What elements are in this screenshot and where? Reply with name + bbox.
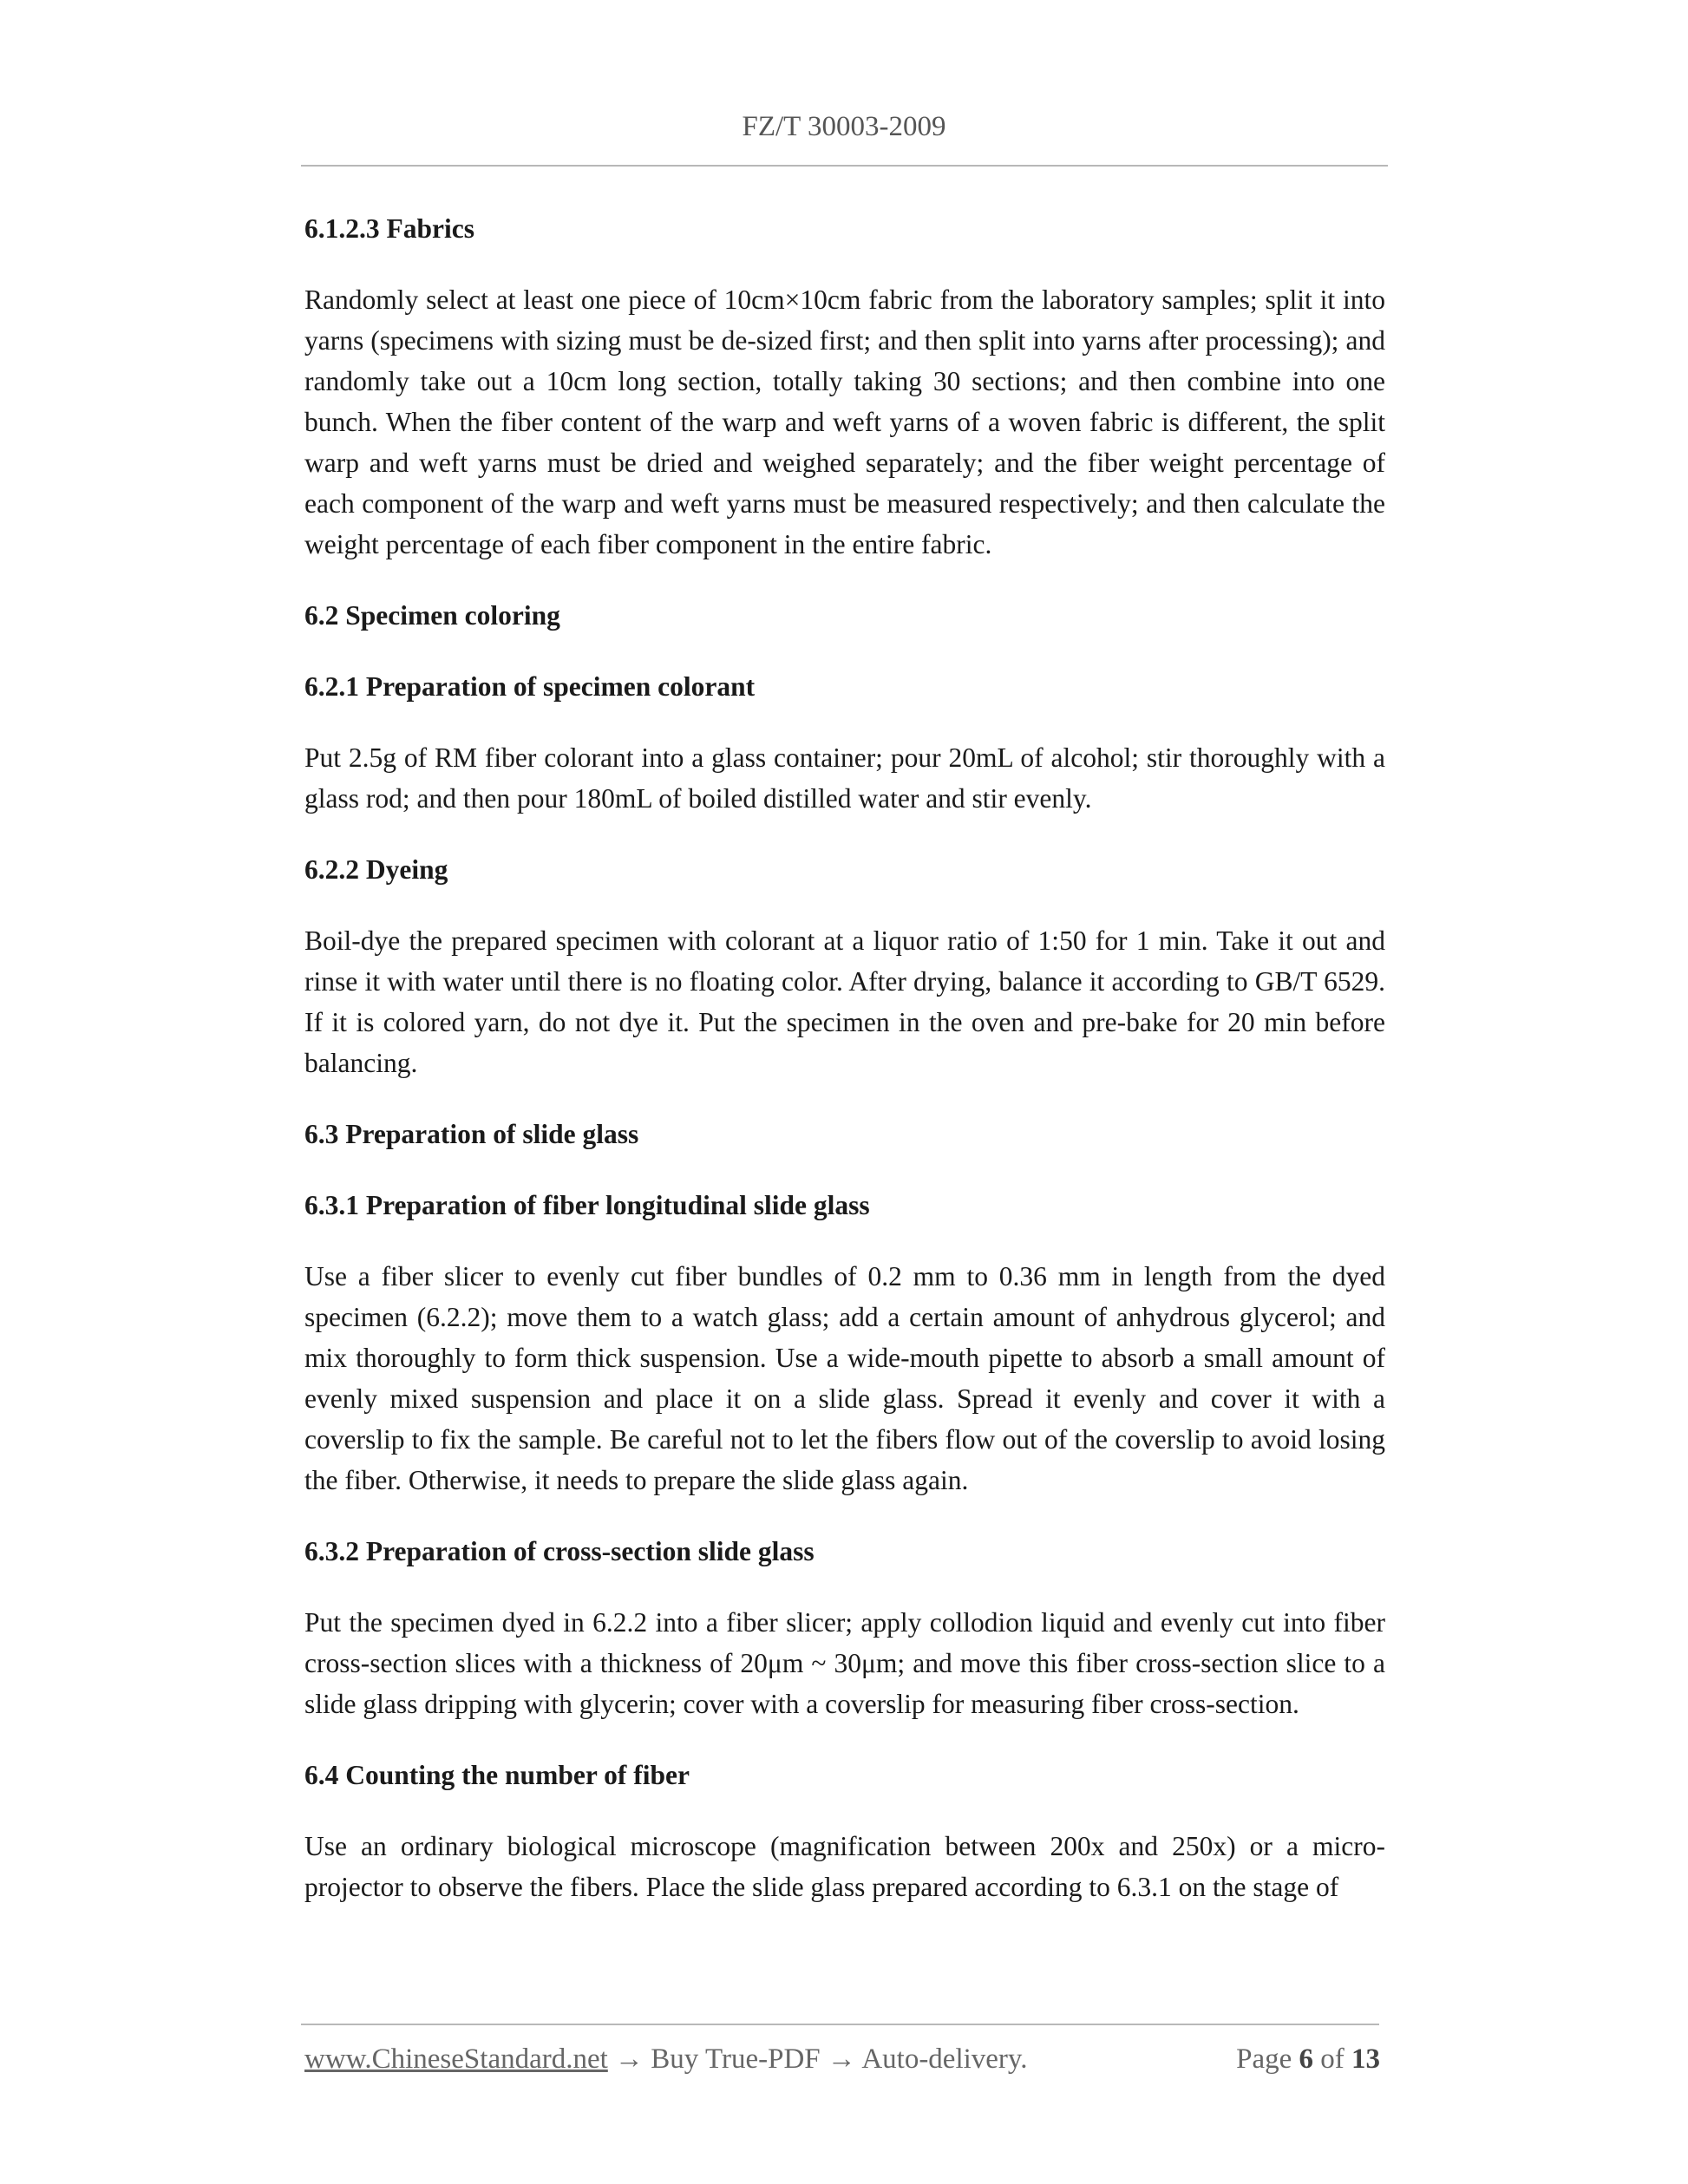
arrow-right-icon: → bbox=[615, 2043, 644, 2075]
section-heading: 6.2.2 Dyeing bbox=[304, 854, 448, 885]
footer-promo bbox=[304, 2043, 1028, 2076]
section-paragraph: Put 2.5g of RM fiber colorant into a glass container; pour 20mL of alcohol; stir thoroughly with a glass rod; and then pour 180mL of boiled distilled water and stir evenly. bbox=[304, 742, 1385, 814]
section-heading: 6.3 Preparation of slide glass bbox=[304, 1119, 639, 1149]
website-link[interactable]: www.ChineseStandard.net bbox=[304, 2043, 608, 2075]
arrow-right-icon: → bbox=[827, 2043, 856, 2075]
footer-divider bbox=[301, 2024, 1379, 2025]
auto-delivery-text: Auto-delivery. bbox=[861, 2043, 1028, 2075]
total-pages-number: 13 bbox=[1351, 2043, 1380, 2075]
document-body bbox=[304, 208, 1385, 1938]
buy-pdf-text: Buy True-PDF bbox=[651, 2043, 821, 2075]
page-indicator bbox=[1236, 2043, 1380, 2076]
section-heading: 6.2 Specimen coloring bbox=[304, 600, 560, 631]
section-paragraph: Use an ordinary biological microscope (magnification between 200x and 250x) or a micro-projector to observe the fibers. Place the slide glass prepared according to 6.3.1 on the stage of bbox=[304, 1831, 1385, 1902]
section-paragraph: Put the specimen dyed in 6.2.2 into a fiber slicer; apply collodion liquid and evenly cut into fiber cross-section slices with a thickness of 20μm ~ 30μm; and move this fiber cross-section slice to a slide glass dripping with glycerin; cover with a coverslip for measuring fiber cross-section. bbox=[304, 1607, 1385, 1719]
page-label: Page bbox=[1236, 2043, 1292, 2075]
section-heading: 6.3.1 Preparation of fiber longitudinal slide glass bbox=[304, 1190, 870, 1220]
section-heading: 6.4 Counting the number of fiber bbox=[304, 1760, 690, 1790]
document-header-title: FZ/T 30003-2009 bbox=[742, 111, 946, 142]
section-paragraph: Boil-dye the prepared specimen with colorant at a liquor ratio of 1:50 for 1 min. Take it out and rinse it with water until there is no floating color. After drying, balance it according to GB/T 6529. If it is colored yarn, do not dye it. Put the specimen in the oven and pre-bake for 20 min before balancing. bbox=[304, 925, 1385, 1078]
header-divider bbox=[301, 165, 1388, 167]
current-page-number: 6 bbox=[1299, 2043, 1313, 2075]
section-heading: 6.3.2 Preparation of cross-section slide glass bbox=[304, 1536, 815, 1566]
section-heading: 6.2.1 Preparation of specimen colorant bbox=[304, 671, 756, 702]
section-paragraph: Randomly select at least one piece of 10cm×10cm fabric from the laboratory samples; split it into yarns (specimens with sizing must be de-sized first; and then split into yarns after processing); and randomly take out a 10cm long section, totally taking 30 sections; and then combine into one bunch. When the fiber content of the warp and weft yarns of a woven fabric is different, the split warp and weft yarns must be dried and weighed separately; and the fiber weight percentage of each component of the warp and weft yarns must be measured respectively; and then calculate the weight percentage of each fiber component in the entire fabric. bbox=[304, 284, 1385, 559]
section-heading: 6.1.2.3 Fabrics bbox=[304, 213, 474, 244]
section-paragraph: Use a fiber slicer to evenly cut fiber bundles of 0.2 mm to 0.36 mm in length from the dyed specimen (6.2.2); move them to a watch glass; add a certain amount of anhydrous glycerol; and mix thoroughly to form thick suspension. Use a wide-mouth pipette to absorb a small amount of evenly mixed suspension and place it on a slide glass. Spread it evenly and cover it with a coverslip to fix the sample. Be careful not to let the fibers flow out of the coverslip to avoid losing the fiber. Otherwise, it needs to prepare the slide glass again. bbox=[304, 1261, 1385, 1495]
of-label: of bbox=[1320, 2043, 1345, 2075]
